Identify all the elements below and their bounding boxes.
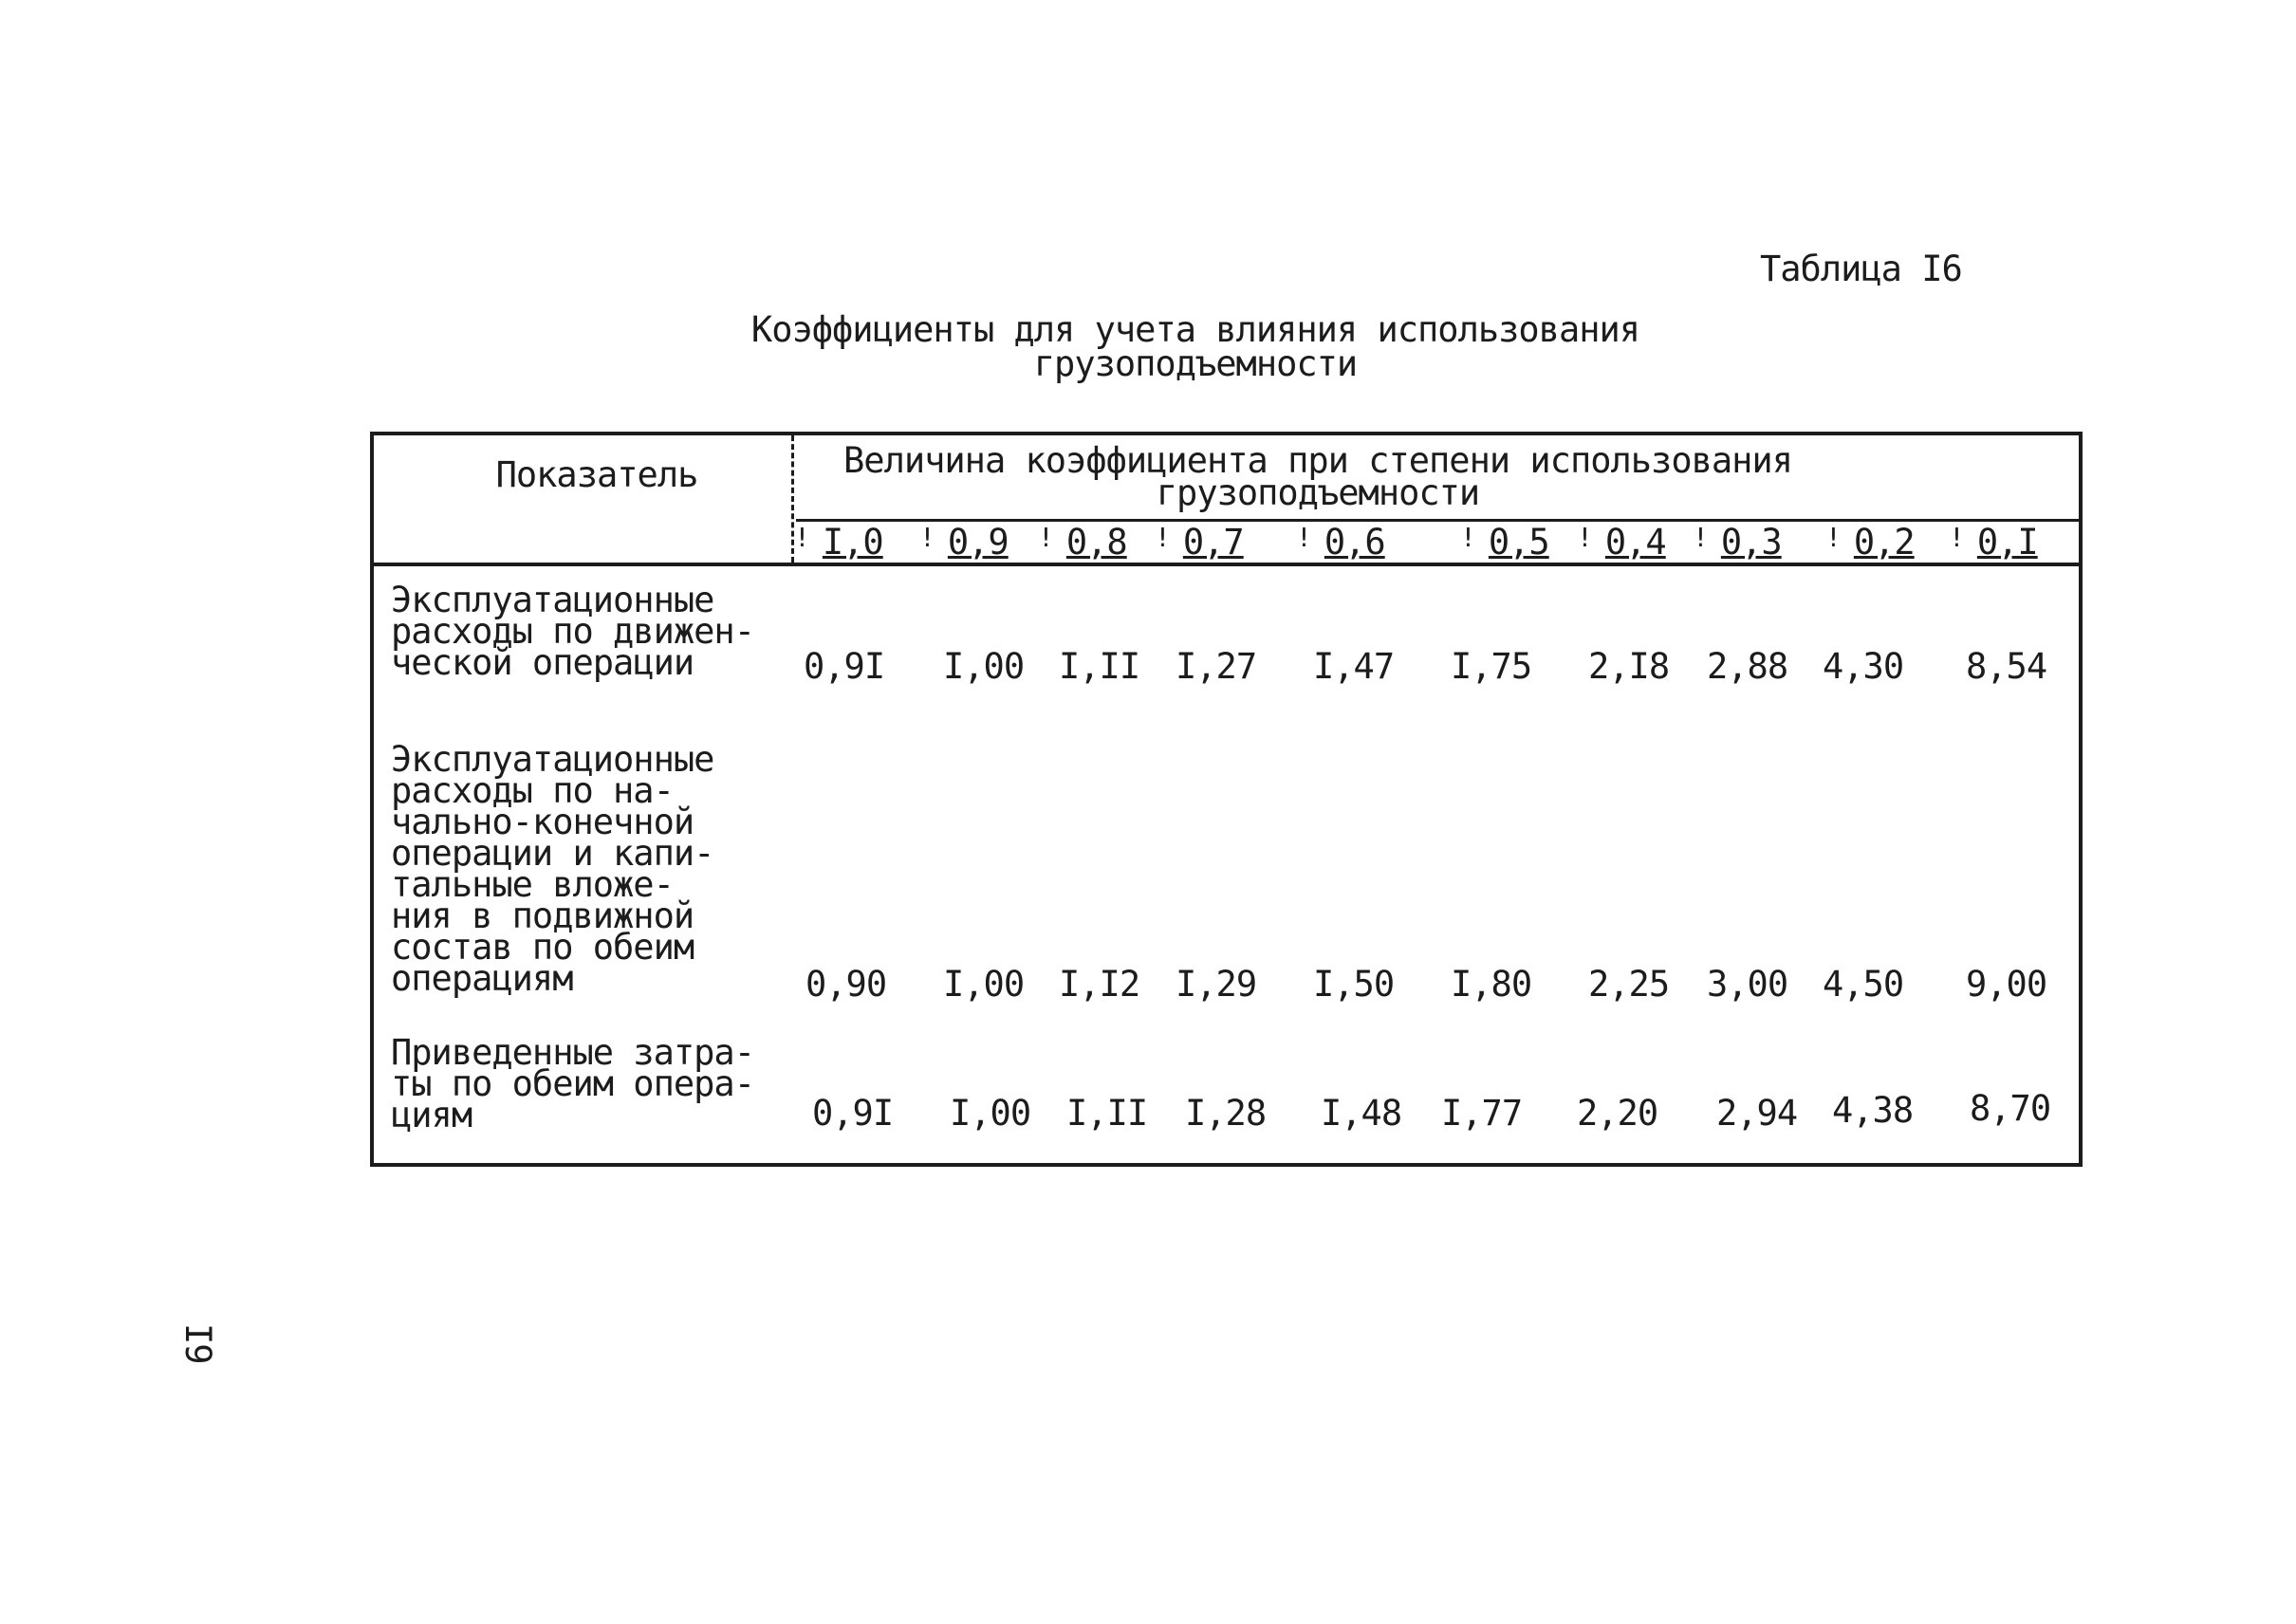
- table-cell: 2,I8: [1588, 646, 1670, 687]
- table-cell: 4,50: [1823, 964, 1904, 1005]
- header-rule: [374, 563, 2079, 566]
- table-cell: I,II: [1059, 646, 1140, 687]
- table-cell: I,00: [950, 1093, 1031, 1134]
- coefficients-table: [370, 432, 2083, 1167]
- table-cell: 0,9I: [812, 1093, 894, 1134]
- table-cell: 2,20: [1577, 1093, 1658, 1134]
- table-title-line: грузоподъемности: [1033, 343, 1358, 384]
- row-label: Приведенные затра- ты по обеим опера- циям: [391, 1032, 754, 1135]
- column-header: ! 0,6: [1296, 521, 1385, 563]
- column-header: ! 0,9: [919, 521, 1009, 563]
- table-cell: I,II: [1066, 1093, 1148, 1134]
- column-header: ! 0,2: [1825, 521, 1915, 563]
- table-cell: 0,9I: [804, 646, 885, 687]
- table-cell: I,29: [1176, 964, 1257, 1005]
- table-cell: I,80: [1451, 964, 1532, 1005]
- table-cell: 4,38: [1832, 1090, 1914, 1131]
- column-header: ! 0,7: [1155, 521, 1244, 563]
- column-header: ! 0,8: [1038, 521, 1127, 563]
- table-cell: I,50: [1313, 964, 1395, 1005]
- table-cell: I,75: [1451, 646, 1532, 687]
- column-header: ! I,0: [794, 521, 883, 563]
- table-cell: 3,00: [1707, 964, 1788, 1005]
- table-cell: I,48: [1321, 1093, 1402, 1134]
- table-cell: 2,25: [1588, 964, 1670, 1005]
- column-header: ! 0,I: [1949, 521, 2038, 563]
- table-cell: I,I2: [1059, 964, 1140, 1005]
- table-cell: I,77: [1441, 1093, 1523, 1134]
- group-header-line: грузоподъемности: [1156, 472, 1480, 513]
- table-cell: 9,00: [1966, 964, 2047, 1005]
- column-header: ! 0,5: [1460, 521, 1549, 563]
- table-cell: I,00: [943, 646, 1025, 687]
- table-cell: I,28: [1185, 1093, 1267, 1134]
- table-cell: 0,90: [805, 964, 887, 1005]
- table-cell: 2,94: [1716, 1093, 1798, 1134]
- column-header: ! 0,3: [1693, 521, 1782, 563]
- table-cell: I,00: [943, 964, 1025, 1005]
- table-cell: I,47: [1313, 646, 1395, 687]
- group-header: [801, 440, 1835, 513]
- table-title: [683, 309, 1708, 384]
- group-header-line: Величина коэффициента при степени использования: [843, 440, 1792, 481]
- row-label: Эксплуатационные расходы по на- чально-конечной операции и капи- тальные вложе- ния в подвижной состав по обеим операциям: [391, 739, 714, 999]
- table-cell: 8,54: [1966, 646, 2047, 687]
- table-number-label: Таблица I6: [1760, 249, 1962, 289]
- column-header: ! 0,4: [1577, 521, 1666, 563]
- indicator-header: Показатель: [495, 454, 698, 495]
- row-label: Эксплуатационные расходы по движен- ческой операции: [391, 580, 754, 683]
- table-cell: 4,30: [1823, 646, 1904, 687]
- table-cell: 8,70: [1970, 1088, 2051, 1129]
- table-cell: 2,88: [1707, 646, 1788, 687]
- page-number: I9: [177, 1323, 218, 1364]
- table-title-line: Коэффициенты для учета влияния использования: [750, 309, 1640, 350]
- table-cell: I,27: [1176, 646, 1257, 687]
